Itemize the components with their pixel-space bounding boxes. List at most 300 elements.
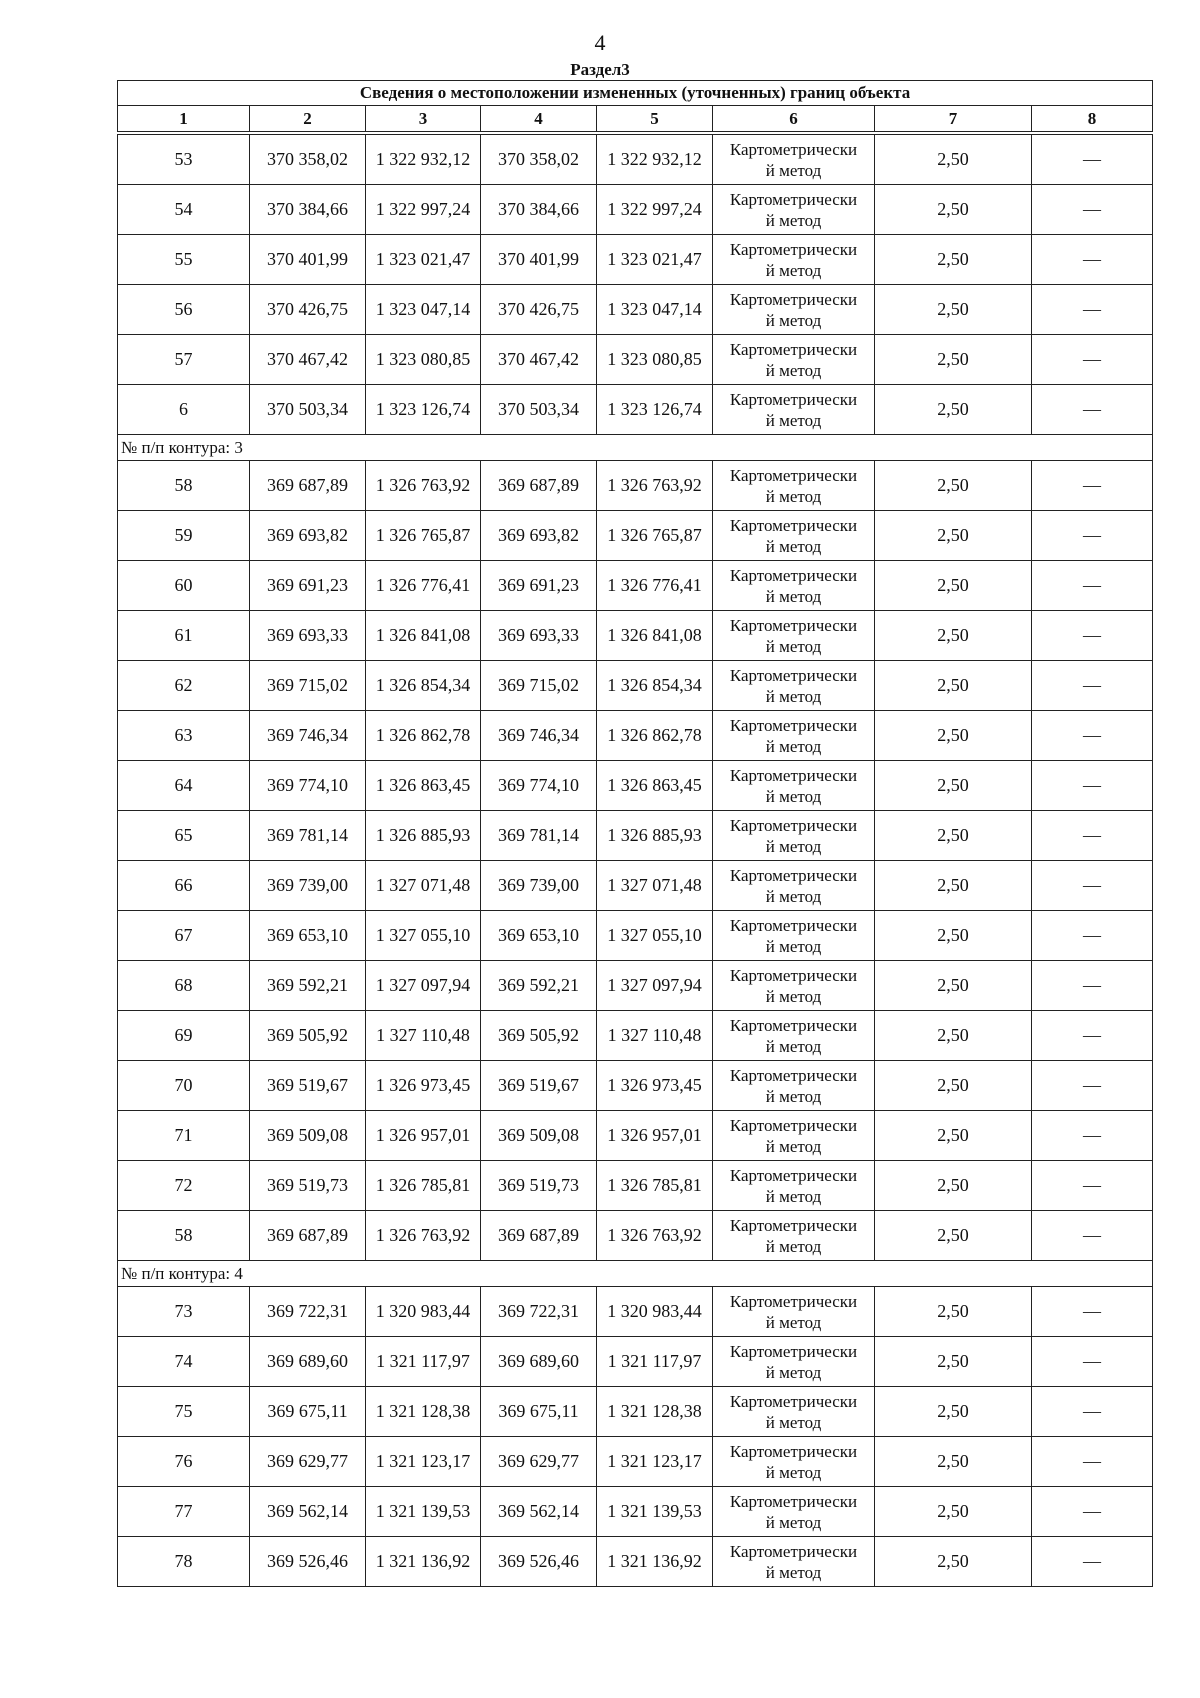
dash-cell: — <box>1032 385 1153 435</box>
accuracy-cell: 2,50 <box>875 1487 1032 1537</box>
method-line-1: Картометрически <box>729 965 858 985</box>
accuracy-cell: 2,50 <box>875 711 1032 761</box>
x-refined-cell: 370 401,99 <box>481 235 597 285</box>
point-number-cell: 55 <box>118 235 250 285</box>
column-number: 8 <box>1032 106 1153 132</box>
y-existing-cell: 1 321 136,92 <box>366 1537 481 1587</box>
x-refined-cell: 369 715,02 <box>481 661 597 711</box>
x-existing-cell: 370 358,02 <box>250 135 366 185</box>
method-line-2: й метод <box>765 686 822 706</box>
x-refined-cell: 369 519,67 <box>481 1061 597 1111</box>
method-line-2: й метод <box>765 586 822 606</box>
method-cell <box>713 661 875 711</box>
method-line-1: Картометрически <box>729 389 858 409</box>
accuracy-cell: 2,50 <box>875 1337 1032 1387</box>
x-refined-cell: 370 467,42 <box>481 335 597 385</box>
point-number-cell: 54 <box>118 185 250 235</box>
x-refined-cell: 370 503,34 <box>481 385 597 435</box>
coordinates-table <box>117 80 1153 1587</box>
accuracy-cell: 2,50 <box>875 1011 1032 1061</box>
point-number-cell: 53 <box>118 135 250 185</box>
table-row <box>118 285 1153 335</box>
point-number-cell: 61 <box>118 611 250 661</box>
point-number-cell: 65 <box>118 811 250 861</box>
method-line-2: й метод <box>765 1412 822 1432</box>
accuracy-cell: 2,50 <box>875 1287 1032 1337</box>
method-cell <box>713 1061 875 1111</box>
method-cell <box>713 1287 875 1337</box>
x-existing-cell: 369 653,10 <box>250 911 366 961</box>
table-row <box>118 135 1153 185</box>
x-refined-cell: 369 687,89 <box>481 461 597 511</box>
dash-cell: — <box>1032 1437 1153 1487</box>
y-existing-cell: 1 327 071,48 <box>366 861 481 911</box>
x-existing-cell: 369 746,34 <box>250 711 366 761</box>
x-refined-cell: 369 675,11 <box>481 1387 597 1437</box>
x-existing-cell: 369 562,14 <box>250 1487 366 1537</box>
y-refined-cell: 1 326 862,78 <box>597 711 713 761</box>
y-refined-cell: 1 323 126,74 <box>597 385 713 435</box>
method-cell <box>713 235 875 285</box>
table-row <box>118 1437 1153 1487</box>
column-number: 1 <box>118 106 250 132</box>
method-line-2: й метод <box>765 1186 822 1206</box>
table-row <box>118 1161 1153 1211</box>
y-existing-cell: 1 326 862,78 <box>366 711 481 761</box>
method-line-1: Картометрически <box>729 865 858 885</box>
point-number-cell: 6 <box>118 385 250 435</box>
x-existing-cell: 369 519,67 <box>250 1061 366 1111</box>
contour-header-row <box>118 1261 1153 1287</box>
table-row <box>118 661 1153 711</box>
table-row <box>118 961 1153 1011</box>
x-refined-cell: 369 693,33 <box>481 611 597 661</box>
table-row <box>118 1337 1153 1387</box>
column-number-row <box>118 106 1153 132</box>
y-refined-cell: 1 326 763,92 <box>597 461 713 511</box>
y-refined-cell: 1 323 021,47 <box>597 235 713 285</box>
method-line-1: Картометрически <box>729 465 858 485</box>
accuracy-cell: 2,50 <box>875 1161 1032 1211</box>
x-existing-cell: 369 509,08 <box>250 1111 366 1161</box>
method-line-1: Картометрически <box>729 1391 858 1411</box>
method-cell <box>713 761 875 811</box>
dash-cell: — <box>1032 1061 1153 1111</box>
y-existing-cell: 1 326 854,34 <box>366 661 481 711</box>
y-existing-cell: 1 326 763,92 <box>366 1211 481 1261</box>
y-refined-cell: 1 321 136,92 <box>597 1537 713 1587</box>
point-number-cell: 56 <box>118 285 250 335</box>
x-existing-cell: 370 503,34 <box>250 385 366 435</box>
y-refined-cell: 1 326 973,45 <box>597 1061 713 1111</box>
table-row <box>118 1211 1153 1261</box>
dash-cell: — <box>1032 461 1153 511</box>
dash-cell: — <box>1032 185 1153 235</box>
point-number-cell: 57 <box>118 335 250 385</box>
method-line-1: Картометрически <box>729 1115 858 1135</box>
column-number: 4 <box>481 106 597 132</box>
accuracy-cell: 2,50 <box>875 1061 1032 1111</box>
y-existing-cell: 1 321 117,97 <box>366 1337 481 1387</box>
y-existing-cell: 1 323 080,85 <box>366 335 481 385</box>
x-refined-cell: 370 384,66 <box>481 185 597 235</box>
accuracy-cell: 2,50 <box>875 661 1032 711</box>
method-cell <box>713 185 875 235</box>
point-number-cell: 66 <box>118 861 250 911</box>
point-number-cell: 67 <box>118 911 250 961</box>
table-row <box>118 511 1153 561</box>
x-refined-cell: 369 653,10 <box>481 911 597 961</box>
y-refined-cell: 1 326 776,41 <box>597 561 713 611</box>
method-line-1: Картометрически <box>729 1341 858 1361</box>
x-refined-cell: 369 687,89 <box>481 1211 597 1261</box>
x-refined-cell: 369 689,60 <box>481 1337 597 1387</box>
point-number-cell: 60 <box>118 561 250 611</box>
method-line-1: Картометрически <box>729 815 858 835</box>
y-existing-cell: 1 326 885,93 <box>366 811 481 861</box>
method-line-1: Картометрически <box>729 1441 858 1461</box>
method-line-2: й метод <box>765 360 822 380</box>
x-refined-cell: 369 739,00 <box>481 861 597 911</box>
method-cell <box>713 611 875 661</box>
x-refined-cell: 369 519,73 <box>481 1161 597 1211</box>
contour-header-row <box>118 435 1153 461</box>
y-refined-cell: 1 321 139,53 <box>597 1487 713 1537</box>
method-cell <box>713 1011 875 1061</box>
table-caption-row <box>118 81 1153 106</box>
method-line-1: Картометрически <box>729 615 858 635</box>
method-line-1: Картометрически <box>729 765 858 785</box>
table-row <box>118 235 1153 285</box>
method-line-2: й метод <box>765 1512 822 1532</box>
dash-cell: — <box>1032 1211 1153 1261</box>
y-existing-cell: 1 323 021,47 <box>366 235 481 285</box>
point-number-cell: 62 <box>118 661 250 711</box>
x-existing-cell: 369 781,14 <box>250 811 366 861</box>
x-existing-cell: 369 715,02 <box>250 661 366 711</box>
method-line-2: й метод <box>765 636 822 656</box>
dash-cell: — <box>1032 811 1153 861</box>
y-existing-cell: 1 326 785,81 <box>366 1161 481 1211</box>
y-refined-cell: 1 326 763,92 <box>597 1211 713 1261</box>
method-line-1: Картометрически <box>729 915 858 935</box>
dash-cell: — <box>1032 861 1153 911</box>
x-refined-cell: 369 509,08 <box>481 1111 597 1161</box>
dash-cell: — <box>1032 1487 1153 1537</box>
x-existing-cell: 369 675,11 <box>250 1387 366 1437</box>
column-number: 5 <box>597 106 713 132</box>
point-number-cell: 78 <box>118 1537 250 1587</box>
method-cell <box>713 1387 875 1437</box>
y-existing-cell: 1 326 957,01 <box>366 1111 481 1161</box>
y-refined-cell: 1 326 885,93 <box>597 811 713 861</box>
method-line-1: Картометрически <box>729 1291 858 1311</box>
point-number-cell: 59 <box>118 511 250 561</box>
accuracy-cell: 2,50 <box>875 135 1032 185</box>
y-refined-cell: 1 326 863,45 <box>597 761 713 811</box>
x-existing-cell: 369 629,77 <box>250 1437 366 1487</box>
y-existing-cell: 1 321 123,17 <box>366 1437 481 1487</box>
method-cell <box>713 511 875 561</box>
x-refined-cell: 369 746,34 <box>481 711 597 761</box>
x-existing-cell: 369 739,00 <box>250 861 366 911</box>
y-refined-cell: 1 326 765,87 <box>597 511 713 561</box>
accuracy-cell: 2,50 <box>875 1437 1032 1487</box>
method-line-2: й метод <box>765 310 822 330</box>
dash-cell: — <box>1032 135 1153 185</box>
accuracy-cell: 2,50 <box>875 861 1032 911</box>
x-existing-cell: 369 689,60 <box>250 1337 366 1387</box>
method-line-2: й метод <box>765 936 822 956</box>
y-existing-cell: 1 327 097,94 <box>366 961 481 1011</box>
x-refined-cell: 369 505,92 <box>481 1011 597 1061</box>
y-existing-cell: 1 322 932,12 <box>366 135 481 185</box>
dash-cell: — <box>1032 711 1153 761</box>
point-number-cell: 75 <box>118 1387 250 1437</box>
method-cell <box>713 1537 875 1587</box>
table-row <box>118 861 1153 911</box>
table-row <box>118 761 1153 811</box>
table-caption: Сведения о местоположении измененных (уточненных) границ объекта <box>118 81 1153 106</box>
x-existing-cell: 370 401,99 <box>250 235 366 285</box>
y-existing-cell: 1 326 765,87 <box>366 511 481 561</box>
dash-cell: — <box>1032 1537 1153 1587</box>
method-line-2: й метод <box>765 1462 822 1482</box>
column-number: 2 <box>250 106 366 132</box>
y-existing-cell: 1 323 126,74 <box>366 385 481 435</box>
table-row <box>118 1011 1153 1061</box>
dash-cell: — <box>1032 285 1153 335</box>
method-cell <box>713 1211 875 1261</box>
method-line-2: й метод <box>765 1086 822 1106</box>
method-line-2: й метод <box>765 260 822 280</box>
method-line-2: й метод <box>765 736 822 756</box>
accuracy-cell: 2,50 <box>875 761 1032 811</box>
accuracy-cell: 2,50 <box>875 611 1032 661</box>
x-existing-cell: 369 505,92 <box>250 1011 366 1061</box>
table-row <box>118 611 1153 661</box>
dash-cell: — <box>1032 1111 1153 1161</box>
contour-label: № п/п контура: 3 <box>118 435 1153 461</box>
method-line-2: й метод <box>765 536 822 556</box>
table-row <box>118 1387 1153 1437</box>
method-line-1: Картометрически <box>729 515 858 535</box>
accuracy-cell: 2,50 <box>875 1211 1032 1261</box>
y-existing-cell: 1 327 110,48 <box>366 1011 481 1061</box>
x-refined-cell: 369 592,21 <box>481 961 597 1011</box>
y-existing-cell: 1 322 997,24 <box>366 185 481 235</box>
method-line-1: Картометрически <box>729 339 858 359</box>
y-refined-cell: 1 327 071,48 <box>597 861 713 911</box>
table-row <box>118 1061 1153 1111</box>
table-row <box>118 385 1153 435</box>
method-line-2: й метод <box>765 986 822 1006</box>
y-refined-cell: 1 327 055,10 <box>597 911 713 961</box>
dash-cell: — <box>1032 1387 1153 1437</box>
y-refined-cell: 1 321 128,38 <box>597 1387 713 1437</box>
method-line-2: й метод <box>765 1562 822 1582</box>
dash-cell: — <box>1032 1337 1153 1387</box>
accuracy-cell: 2,50 <box>875 235 1032 285</box>
x-refined-cell: 369 691,23 <box>481 561 597 611</box>
y-refined-cell: 1 321 117,97 <box>597 1337 713 1387</box>
point-number-cell: 64 <box>118 761 250 811</box>
dash-cell: — <box>1032 1011 1153 1061</box>
accuracy-cell: 2,50 <box>875 335 1032 385</box>
method-cell <box>713 711 875 761</box>
x-refined-cell: 369 722,31 <box>481 1287 597 1337</box>
method-line-2: й метод <box>765 1236 822 1256</box>
accuracy-cell: 2,50 <box>875 1111 1032 1161</box>
y-existing-cell: 1 321 128,38 <box>366 1387 481 1437</box>
method-line-2: й метод <box>765 1136 822 1156</box>
y-existing-cell: 1 326 763,92 <box>366 461 481 511</box>
method-line-2: й метод <box>765 210 822 230</box>
method-line-1: Картометрически <box>729 139 858 159</box>
accuracy-cell: 2,50 <box>875 511 1032 561</box>
point-number-cell: 63 <box>118 711 250 761</box>
method-cell <box>713 285 875 335</box>
method-line-2: й метод <box>765 1036 822 1056</box>
y-existing-cell: 1 326 776,41 <box>366 561 481 611</box>
accuracy-cell: 2,50 <box>875 185 1032 235</box>
x-refined-cell: 369 526,46 <box>481 1537 597 1587</box>
dash-cell: — <box>1032 761 1153 811</box>
accuracy-cell: 2,50 <box>875 385 1032 435</box>
column-number: 6 <box>713 106 875 132</box>
method-cell <box>713 1161 875 1211</box>
table-row <box>118 335 1153 385</box>
y-existing-cell: 1 326 863,45 <box>366 761 481 811</box>
accuracy-cell: 2,50 <box>875 961 1032 1011</box>
x-existing-cell: 370 426,75 <box>250 285 366 335</box>
dash-cell: — <box>1032 1287 1153 1337</box>
table-row <box>118 711 1153 761</box>
method-line-2: й метод <box>765 1362 822 1382</box>
x-existing-cell: 369 693,82 <box>250 511 366 561</box>
dash-cell: — <box>1032 961 1153 1011</box>
method-cell <box>713 135 875 185</box>
method-cell <box>713 861 875 911</box>
table-row <box>118 911 1153 961</box>
accuracy-cell: 2,50 <box>875 911 1032 961</box>
method-line-2: й метод <box>765 786 822 806</box>
y-existing-cell: 1 323 047,14 <box>366 285 481 335</box>
y-existing-cell: 1 326 841,08 <box>366 611 481 661</box>
x-existing-cell: 369 687,89 <box>250 461 366 511</box>
point-number-cell: 73 <box>118 1287 250 1337</box>
x-existing-cell: 369 526,46 <box>250 1537 366 1587</box>
accuracy-cell: 2,50 <box>875 1387 1032 1437</box>
method-line-1: Картометрически <box>729 189 858 209</box>
x-refined-cell: 369 562,14 <box>481 1487 597 1537</box>
table-row <box>118 561 1153 611</box>
dash-cell: — <box>1032 611 1153 661</box>
method-cell <box>713 911 875 961</box>
section-title: Раздел3 <box>570 60 630 79</box>
x-refined-cell: 369 629,77 <box>481 1437 597 1487</box>
method-line-2: й метод <box>765 1312 822 1332</box>
method-line-2: й метод <box>765 410 822 430</box>
point-number-cell: 58 <box>118 461 250 511</box>
y-refined-cell: 1 326 841,08 <box>597 611 713 661</box>
point-number-cell: 77 <box>118 1487 250 1537</box>
x-existing-cell: 369 687,89 <box>250 1211 366 1261</box>
method-cell <box>713 561 875 611</box>
y-refined-cell: 1 322 932,12 <box>597 135 713 185</box>
dash-cell: — <box>1032 561 1153 611</box>
method-cell <box>713 1437 875 1487</box>
x-existing-cell: 369 722,31 <box>250 1287 366 1337</box>
method-line-1: Картометрически <box>729 289 858 309</box>
method-cell <box>713 1111 875 1161</box>
page-number: 4 <box>594 30 606 55</box>
y-refined-cell: 1 323 080,85 <box>597 335 713 385</box>
y-refined-cell: 1 322 997,24 <box>597 185 713 235</box>
accuracy-cell: 2,50 <box>875 285 1032 335</box>
dash-cell: — <box>1032 911 1153 961</box>
y-refined-cell: 1 321 123,17 <box>597 1437 713 1487</box>
method-cell <box>713 1487 875 1537</box>
method-line-1: Картометрически <box>729 1491 858 1511</box>
x-refined-cell: 370 426,75 <box>481 285 597 335</box>
y-refined-cell: 1 327 110,48 <box>597 1011 713 1061</box>
method-line-2: й метод <box>765 836 822 856</box>
method-line-2: й метод <box>765 486 822 506</box>
table-row <box>118 1287 1153 1337</box>
method-line-2: й метод <box>765 886 822 906</box>
method-cell <box>713 335 875 385</box>
x-existing-cell: 370 384,66 <box>250 185 366 235</box>
x-existing-cell: 369 519,73 <box>250 1161 366 1211</box>
x-refined-cell: 369 774,10 <box>481 761 597 811</box>
x-existing-cell: 369 774,10 <box>250 761 366 811</box>
method-cell <box>713 1337 875 1387</box>
table-row <box>118 1537 1153 1587</box>
x-existing-cell: 369 691,23 <box>250 561 366 611</box>
method-cell <box>713 461 875 511</box>
y-refined-cell: 1 326 854,34 <box>597 661 713 711</box>
y-existing-cell: 1 320 983,44 <box>366 1287 481 1337</box>
method-line-1: Картометрически <box>729 715 858 735</box>
table-row <box>118 1111 1153 1161</box>
point-number-cell: 69 <box>118 1011 250 1061</box>
y-refined-cell: 1 320 983,44 <box>597 1287 713 1337</box>
dash-cell: — <box>1032 1161 1153 1211</box>
table-row <box>118 1487 1153 1537</box>
method-line-1: Картометрически <box>729 239 858 259</box>
method-line-1: Картометрически <box>729 1541 858 1561</box>
method-line-2: й метод <box>765 160 822 180</box>
accuracy-cell: 2,50 <box>875 561 1032 611</box>
dash-cell: — <box>1032 511 1153 561</box>
y-existing-cell: 1 326 973,45 <box>366 1061 481 1111</box>
accuracy-cell: 2,50 <box>875 461 1032 511</box>
method-cell <box>713 385 875 435</box>
y-existing-cell: 1 327 055,10 <box>366 911 481 961</box>
method-cell <box>713 811 875 861</box>
column-number: 3 <box>366 106 481 132</box>
contour-label: № п/п контура: 4 <box>118 1261 1153 1287</box>
x-existing-cell: 369 693,33 <box>250 611 366 661</box>
method-line-1: Картометрически <box>729 1065 858 1085</box>
point-number-cell: 74 <box>118 1337 250 1387</box>
point-number-cell: 71 <box>118 1111 250 1161</box>
method-line-1: Картометрически <box>729 1015 858 1035</box>
table-row <box>118 461 1153 511</box>
point-number-cell: 76 <box>118 1437 250 1487</box>
table-body <box>118 135 1153 1587</box>
